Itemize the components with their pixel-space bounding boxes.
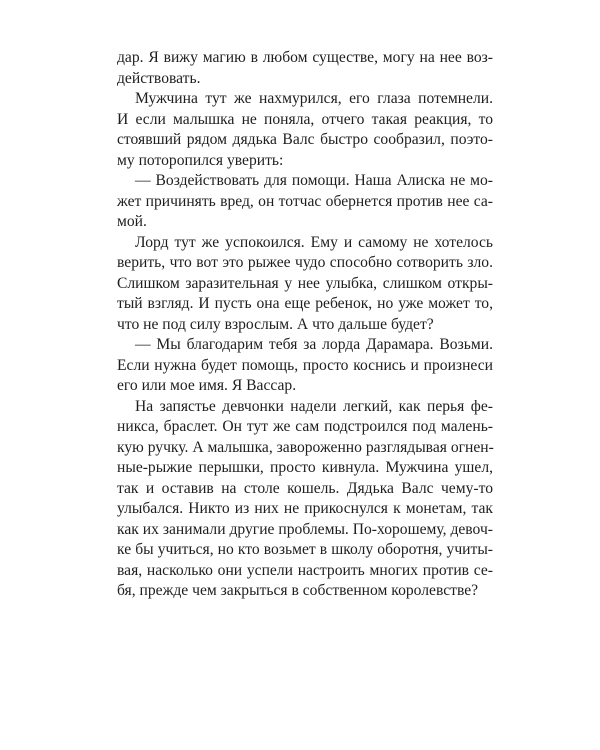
text-line: вая, насколько они успели настроить многих против се- <box>117 561 493 579</box>
text-line: что не под силу взрослым. А что дальше будет? <box>117 315 434 333</box>
book-page-text <box>117 48 493 602</box>
text-line: — Воздействовать для помощи. Наша Алиска не мо- <box>135 172 493 189</box>
text-line: дар. Я вижу магию в любом существе, могу на нее воз- <box>117 49 493 66</box>
text-line: мой. <box>117 213 147 230</box>
text-line: никса, браслет. Он тут же сам подстроился под малень- <box>117 418 493 435</box>
text-line: Слишком заразительная у нее улыбка, слишком откры- <box>117 274 493 292</box>
text-line: Если нужна будет помощь, просто коснись и произнеси <box>117 356 493 374</box>
text-line: ные-рыжие перышки, просто кивнула. Мужчина ушел, <box>117 459 493 476</box>
text-line: — Мы благодарим тебя за лорда Дарамара. Возьми. <box>135 336 493 353</box>
text-line: жет причинять вред, он тотчас обернется против нее са- <box>117 192 493 210</box>
text-line: На запястье девчонки надели легкий, как перья фе- <box>135 397 493 415</box>
text-line: кую ручку. А малышка, завороженно разглядывая огнен- <box>117 438 494 456</box>
text-line: му поторопился уверить: <box>117 151 284 169</box>
text-line: И если малышка не поняла, отчего такая реакция, то <box>117 110 493 128</box>
text-line: как их занимали другие проблемы. По-хорошему, девоч- <box>117 520 493 538</box>
text-line: Мужчина тут же нахмурился, его глаза потемнели. <box>135 90 493 107</box>
text-line: улыбался. Никто из них не прикоснулся к монетам, так <box>117 500 493 517</box>
text-line: так и оставив на столе кошель. Дядька Валс чему-то <box>117 479 493 497</box>
text-line: верить, что вот это рыжее чудо способно сотворить зло. <box>117 254 493 271</box>
text-line: его или мое имя. Я Вассар. <box>117 377 297 394</box>
text-line: ке бы учиться, но кто возьмет в школу оборотня, учиты- <box>117 541 493 558</box>
text-line: тый взгляд. И пусть она еще ребенок, но уже может то, <box>117 295 493 312</box>
text-line: бя, прежде чем закрыться в собственном королевстве? <box>117 582 479 599</box>
text-line: действовать. <box>117 69 201 87</box>
text-line: Лорд тут же успокоился. Ему и самому не хотелось <box>135 233 493 251</box>
text-line: стоявший рядом дядька Валс быстро сообразил, поэто- <box>117 131 493 148</box>
